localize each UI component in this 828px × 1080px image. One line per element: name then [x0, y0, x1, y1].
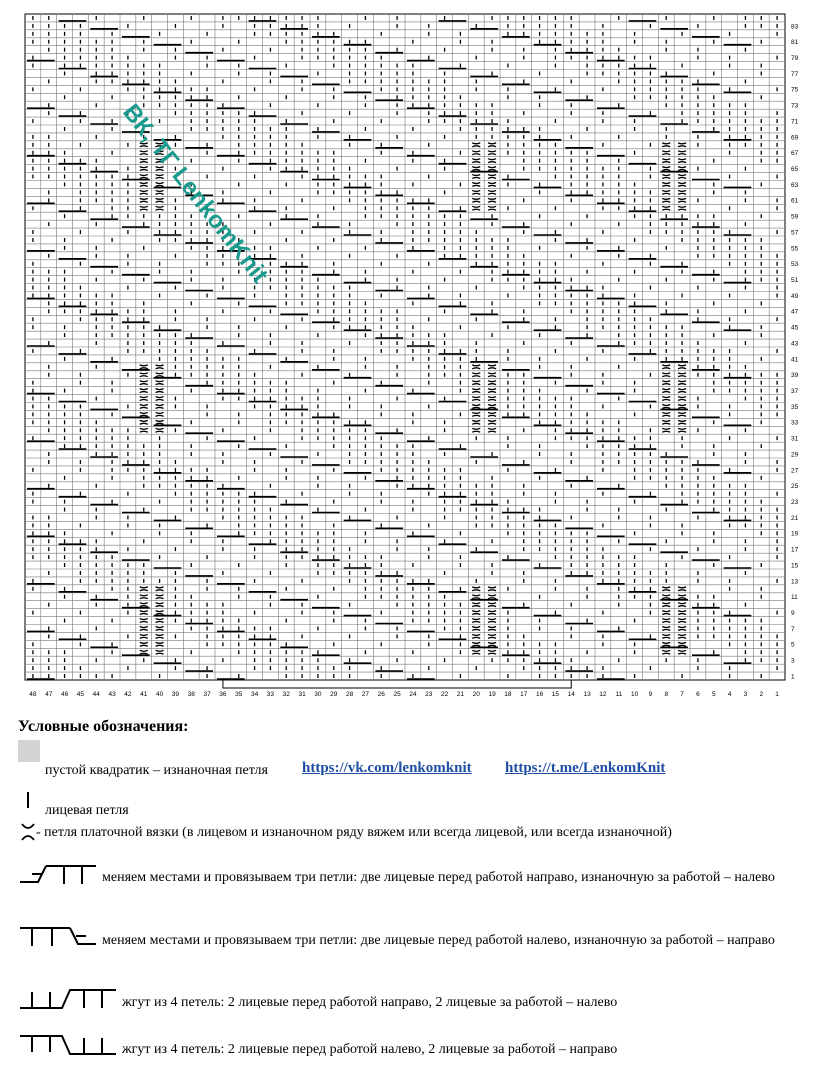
- row-label: 55: [791, 245, 799, 253]
- row-label: 77: [791, 70, 799, 78]
- row-label: 39: [791, 372, 799, 380]
- legend-item-cable-left-4: [18, 1032, 813, 1072]
- row-label: 47: [791, 308, 799, 316]
- row-label: 57: [791, 229, 799, 237]
- column-label: 30: [314, 691, 322, 698]
- cross-right-3-icon: [18, 862, 98, 886]
- row-label: 29: [791, 451, 799, 459]
- column-label: 46: [60, 691, 69, 698]
- legend-text-cross-left-3: меняем местами и провязываем три петли: две лицевые перед работой налево, изнаночную за работой – направо: [102, 933, 775, 948]
- column-label: 45: [76, 691, 85, 698]
- row-label: 69: [791, 134, 799, 142]
- column-label: 28: [345, 691, 354, 698]
- row-label: 59: [791, 213, 799, 221]
- row-label: 61: [791, 197, 799, 205]
- row-label: 49: [791, 292, 799, 300]
- legend-title: Условные обозначения:: [18, 718, 189, 735]
- row-label: 63: [791, 181, 799, 189]
- row-label: 7: [791, 625, 795, 633]
- row-label: 67: [791, 150, 799, 158]
- legend-text-cable-left-4: жгут из 4 петель: 2 лицевые перед работой налево, 2 лицевые за работой – направо: [122, 1042, 618, 1057]
- column-label: 10: [630, 691, 639, 698]
- column-label: 27: [361, 691, 370, 698]
- row-label: 9: [791, 609, 795, 617]
- row-label: 27: [791, 467, 799, 475]
- telegram-link[interactable]: https://t.me/LenkomKnit: [505, 760, 666, 776]
- legend-item-cross-left-3: [18, 922, 813, 984]
- row-label: 11: [791, 594, 798, 602]
- watermark: ВК, ТГ LenkomKnit: [117, 99, 274, 289]
- column-label: 33: [266, 691, 275, 698]
- column-label: 21: [456, 691, 465, 698]
- legend-text-cross-right-3: меняем местами и провязываем три петли: две лицевые перед работой направо, изнаночную за работой – налево: [102, 870, 775, 885]
- column-label: 36: [219, 691, 227, 698]
- row-label: 43: [791, 340, 799, 348]
- cross-left-3-icon: [18, 924, 98, 948]
- legend-item-knit: [18, 796, 813, 820]
- column-label: 23: [425, 691, 433, 698]
- column-label: 3: [743, 691, 748, 698]
- column-label: 31: [298, 691, 306, 698]
- column-label: 15: [551, 691, 560, 698]
- empty-square-icon: [18, 740, 40, 762]
- column-label: 5: [711, 691, 716, 698]
- column-label: 13: [583, 691, 591, 698]
- column-label: 16: [535, 691, 544, 698]
- row-label: 73: [791, 102, 799, 110]
- legend-text-garter: - петля платочной вязки (в лицевом и изнаночном ряду вяжем или всегда лицевой, или всегда изнаночной): [36, 825, 672, 840]
- column-label: 2: [759, 691, 764, 698]
- row-label: 33: [791, 419, 799, 427]
- row-label: 53: [791, 261, 799, 269]
- column-label: 39: [171, 691, 180, 698]
- column-label: 24: [409, 691, 417, 698]
- row-label: 35: [791, 403, 799, 411]
- row-label: 37: [791, 387, 799, 395]
- column-label: 42: [124, 691, 132, 698]
- column-label: 48: [29, 691, 37, 698]
- column-label: 17: [520, 691, 528, 698]
- legend-item-purl: [18, 744, 813, 778]
- cable-right-4-icon: [18, 986, 118, 1012]
- row-label: 79: [791, 54, 799, 62]
- legend-text-knit: лицевая петля: [45, 803, 129, 818]
- legend-item-cable-right-4: [18, 984, 813, 1032]
- column-label: 20: [472, 691, 480, 698]
- column-label: 14: [567, 691, 575, 698]
- knit-stitch-icon: [18, 790, 38, 810]
- column-label: 40: [155, 691, 164, 698]
- row-label: 41: [791, 356, 799, 364]
- column-label: 18: [504, 691, 512, 698]
- row-label: 21: [791, 514, 799, 522]
- column-label: 8: [664, 691, 669, 698]
- legend-text-cable-right-4: жгут из 4 петель: 2 лицевые перед работой направо, 2 лицевые за работой – налево: [122, 995, 618, 1010]
- row-label: 81: [791, 39, 799, 47]
- column-label: 25: [393, 691, 401, 698]
- legend: [18, 718, 813, 1072]
- row-label: 83: [791, 23, 799, 31]
- legend-text-purl: пустой квадратик – изнаночная петля: [45, 763, 268, 778]
- legend-item-garter: [18, 820, 813, 860]
- row-label: 51: [791, 276, 799, 284]
- row-label: 19: [791, 530, 799, 538]
- column-label: 4: [727, 691, 732, 698]
- row-label: 23: [791, 498, 799, 506]
- row-label: 45: [791, 324, 799, 332]
- row-label: 17: [791, 546, 799, 554]
- row-label: 65: [791, 165, 799, 173]
- column-label: 9: [648, 691, 653, 698]
- column-label: 34: [250, 691, 259, 698]
- repeat-bracket: [223, 680, 571, 688]
- row-label: 15: [791, 562, 799, 570]
- column-label: 38: [187, 691, 195, 698]
- row-label: 13: [791, 578, 799, 586]
- column-label: 12: [599, 691, 607, 698]
- vk-link[interactable]: https://vk.com/lenkomknit: [302, 760, 472, 776]
- column-label: 19: [488, 691, 496, 698]
- garter-stitch-icon: [18, 822, 38, 842]
- column-label: 22: [440, 691, 449, 698]
- column-label: 44: [92, 691, 100, 698]
- row-label: 3: [791, 657, 795, 665]
- column-label: 32: [282, 691, 290, 698]
- column-label: 35: [235, 691, 243, 698]
- row-label: 1: [791, 673, 795, 681]
- row-label: 75: [791, 86, 799, 94]
- column-label: 29: [330, 691, 338, 698]
- row-label: 5: [791, 641, 795, 649]
- column-label: 47: [45, 691, 53, 698]
- column-label: 7: [680, 691, 684, 698]
- column-label: 1: [775, 691, 779, 698]
- column-label: 43: [108, 691, 116, 698]
- column-label: 11: [615, 691, 623, 698]
- column-label: 26: [377, 691, 385, 698]
- row-label: 31: [791, 435, 799, 443]
- row-label: 25: [791, 483, 799, 491]
- column-label: 41: [140, 691, 148, 698]
- column-label: 6: [696, 691, 700, 698]
- cable-left-4-icon: [18, 1032, 118, 1058]
- column-label: 37: [203, 691, 211, 698]
- row-label: 71: [791, 118, 799, 126]
- legend-item-cross-right-3: [18, 860, 813, 922]
